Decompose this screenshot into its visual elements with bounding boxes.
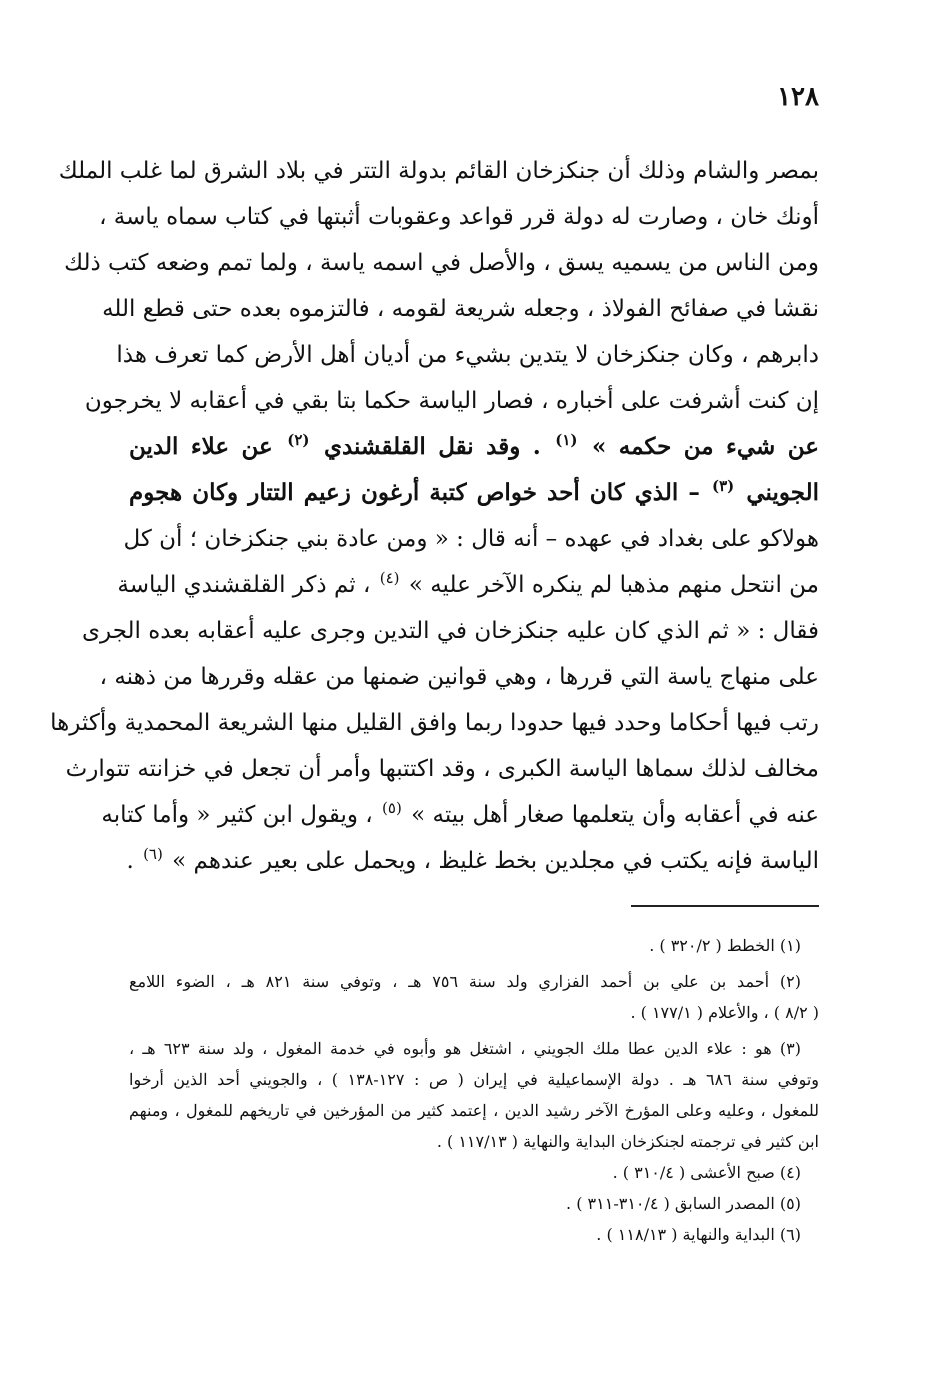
- body-line-7-part-b: . وقد نقل القلقشندي: [323, 433, 541, 460]
- body-line-13: رتب فيها أحكاما وحدد فيها حدودا ربما وافق القليل منها الشريعة المحمدية وأكثرها: [50, 710, 819, 736]
- footnote-separator: [631, 905, 819, 907]
- body-line-7-part-c: عن علاء الدين: [129, 433, 273, 460]
- footnote-ref-3: (٣): [711, 477, 735, 495]
- footnote-ref-1: (١): [555, 431, 578, 449]
- body-line-16-part-b: .: [126, 848, 134, 874]
- body-line-10: [117, 562, 819, 608]
- footnote-ref-2: (٢): [287, 431, 310, 449]
- body-line-7: [129, 424, 819, 470]
- body-line-3: ومن الناس من يسميه يسق ، والأصل في اسمه ياسة ، ولما تمم وضعه كتب ذلك: [64, 250, 819, 276]
- footnote-1: (١) الخطط ( ٣٢٠/٢ ) .: [649, 936, 801, 955]
- footnote-5: (٥) المصدر السابق ( ٣١٠/٤-٣١١ ) .: [566, 1194, 801, 1213]
- page-number: ١٢٨: [777, 82, 819, 112]
- footnote-ref-4: (٤): [379, 569, 400, 587]
- body-line-15: [101, 792, 819, 838]
- footnote-2-line-2: ( ٨/٢ ) ، والأعلام ( ١٧٧/١ ) .: [630, 1003, 819, 1022]
- footnote-3-line-1: (٣) هو : علاء الدين عطا ملك الجويني ، اشتغل هو وأبوه في خدمة المغول ، ولد سنة ٦٢٣ هـ ،: [129, 1039, 802, 1058]
- footnote-3-line-2: وتوفي سنة ٦٨٦ هـ . دولة الإسماعيلية في إيران ( ص : ١٢٧-١٣٨ ) ، والجويني أحد الذين أرخوا: [129, 1070, 820, 1089]
- body-line-16-part-a: الياسة فإنه يكتب في مجلدين بخط غليظ ، ويحمل على بعير عندهم »: [172, 848, 819, 874]
- body-line-8: [129, 470, 819, 516]
- body-line-2: أونك خان ، وصارت له دولة قرر قواعد وعقوبات أثبتها في كتاب سماه ياسة ،: [99, 204, 819, 230]
- body-line-5: دابرهم ، وكان جنكزخان لا يتدين بشيء من أديان أهل الأرض كما تعرف هذا: [116, 342, 819, 368]
- main-text: [50, 148, 819, 884]
- body-line-6: إن كنت أشرفت على أخباره ، فصار الياسة حكما بتا بقي في أعقابه لا يخرجون: [84, 388, 819, 414]
- body-line-11: فقال : « ثم الذي كان عليه جنكزخان في التدين وجرى عليه أعقابه بعده الجرى: [82, 618, 819, 644]
- footnotes: [129, 930, 819, 1250]
- footnote-4: (٤) صبح الأعشى ( ٣١٠/٤ ) .: [612, 1163, 801, 1182]
- body-line-14: مخالف لذلك سماها الياسة الكبرى ، وقد اكتتبها وأمر أن تجعل في خزانته تتوارث: [65, 756, 819, 782]
- footnote-6: (٦) البداية والنهاية ( ١١٨/١٣ ) .: [596, 1225, 801, 1244]
- body-line-8-part-a: الجويني: [746, 479, 819, 506]
- body-line-1: بمصر والشام وذلك أن جنكزخان القائم بدولة التتر في بلاد الشرق لما غلب الملك: [58, 158, 819, 184]
- body-line-10-part-b: ، ثم ذكر القلقشندي الياسة: [117, 572, 371, 598]
- body-line-16: [126, 838, 819, 884]
- footnote-3-line-4: ابن كثير في ترجمته لجنكزخان البداية والنهاية ( ١١٧/١٣ ) .: [436, 1132, 819, 1151]
- body-line-15-part-a: عنه في أعقابه وأن يتعلمها صغار أهل بيته »: [411, 802, 819, 828]
- body-line-12: على منهاج ياسة التي قررها ، وهي قوانين ضمنها من عقله وقررها من ذهنه ،: [99, 664, 819, 690]
- body-line-9: هولاكو على بغداد في عهده – أنه قال : « ومن عادة بني جنكزخان ؛ أن كل: [123, 526, 819, 552]
- body-line-7-part-a: عن شيء من حكمه »: [591, 433, 819, 460]
- body-line-8-part-b: – الذي كان أحد خواص كتبة أرغون زعيم التتار وكان هجوم: [129, 479, 700, 506]
- body-line-15-part-b: ، ويقول ابن كثير « وأما كتابه: [101, 802, 373, 828]
- body-line-10-part-a: من انتحل منهم مذهبا لم ينكره الآخر عليه »: [408, 572, 819, 598]
- body-line-4: نقشا في صفائح الفولاذ ، وجعله شريعة لقومه ، فالتزموه بعده حتى قطع الله: [102, 296, 819, 322]
- footnote-ref-5: (٥): [382, 799, 402, 817]
- footnote-ref-6: (٦): [143, 845, 163, 863]
- footnote-3-line-3: للمغول ، وعليه وعلى المؤرخ الآخر رشيد الدين ، إعتمد كثير من المؤرخين في تاريخهم للمغول ، ومنهم: [129, 1101, 819, 1120]
- footnote-2-line-1: (٢) أحمد بن علي بن أحمد الفزاري ولد سنة ٧٥٦ هـ ، وتوفي سنة ٨٢١ هـ ، الضوء اللامع: [129, 972, 801, 991]
